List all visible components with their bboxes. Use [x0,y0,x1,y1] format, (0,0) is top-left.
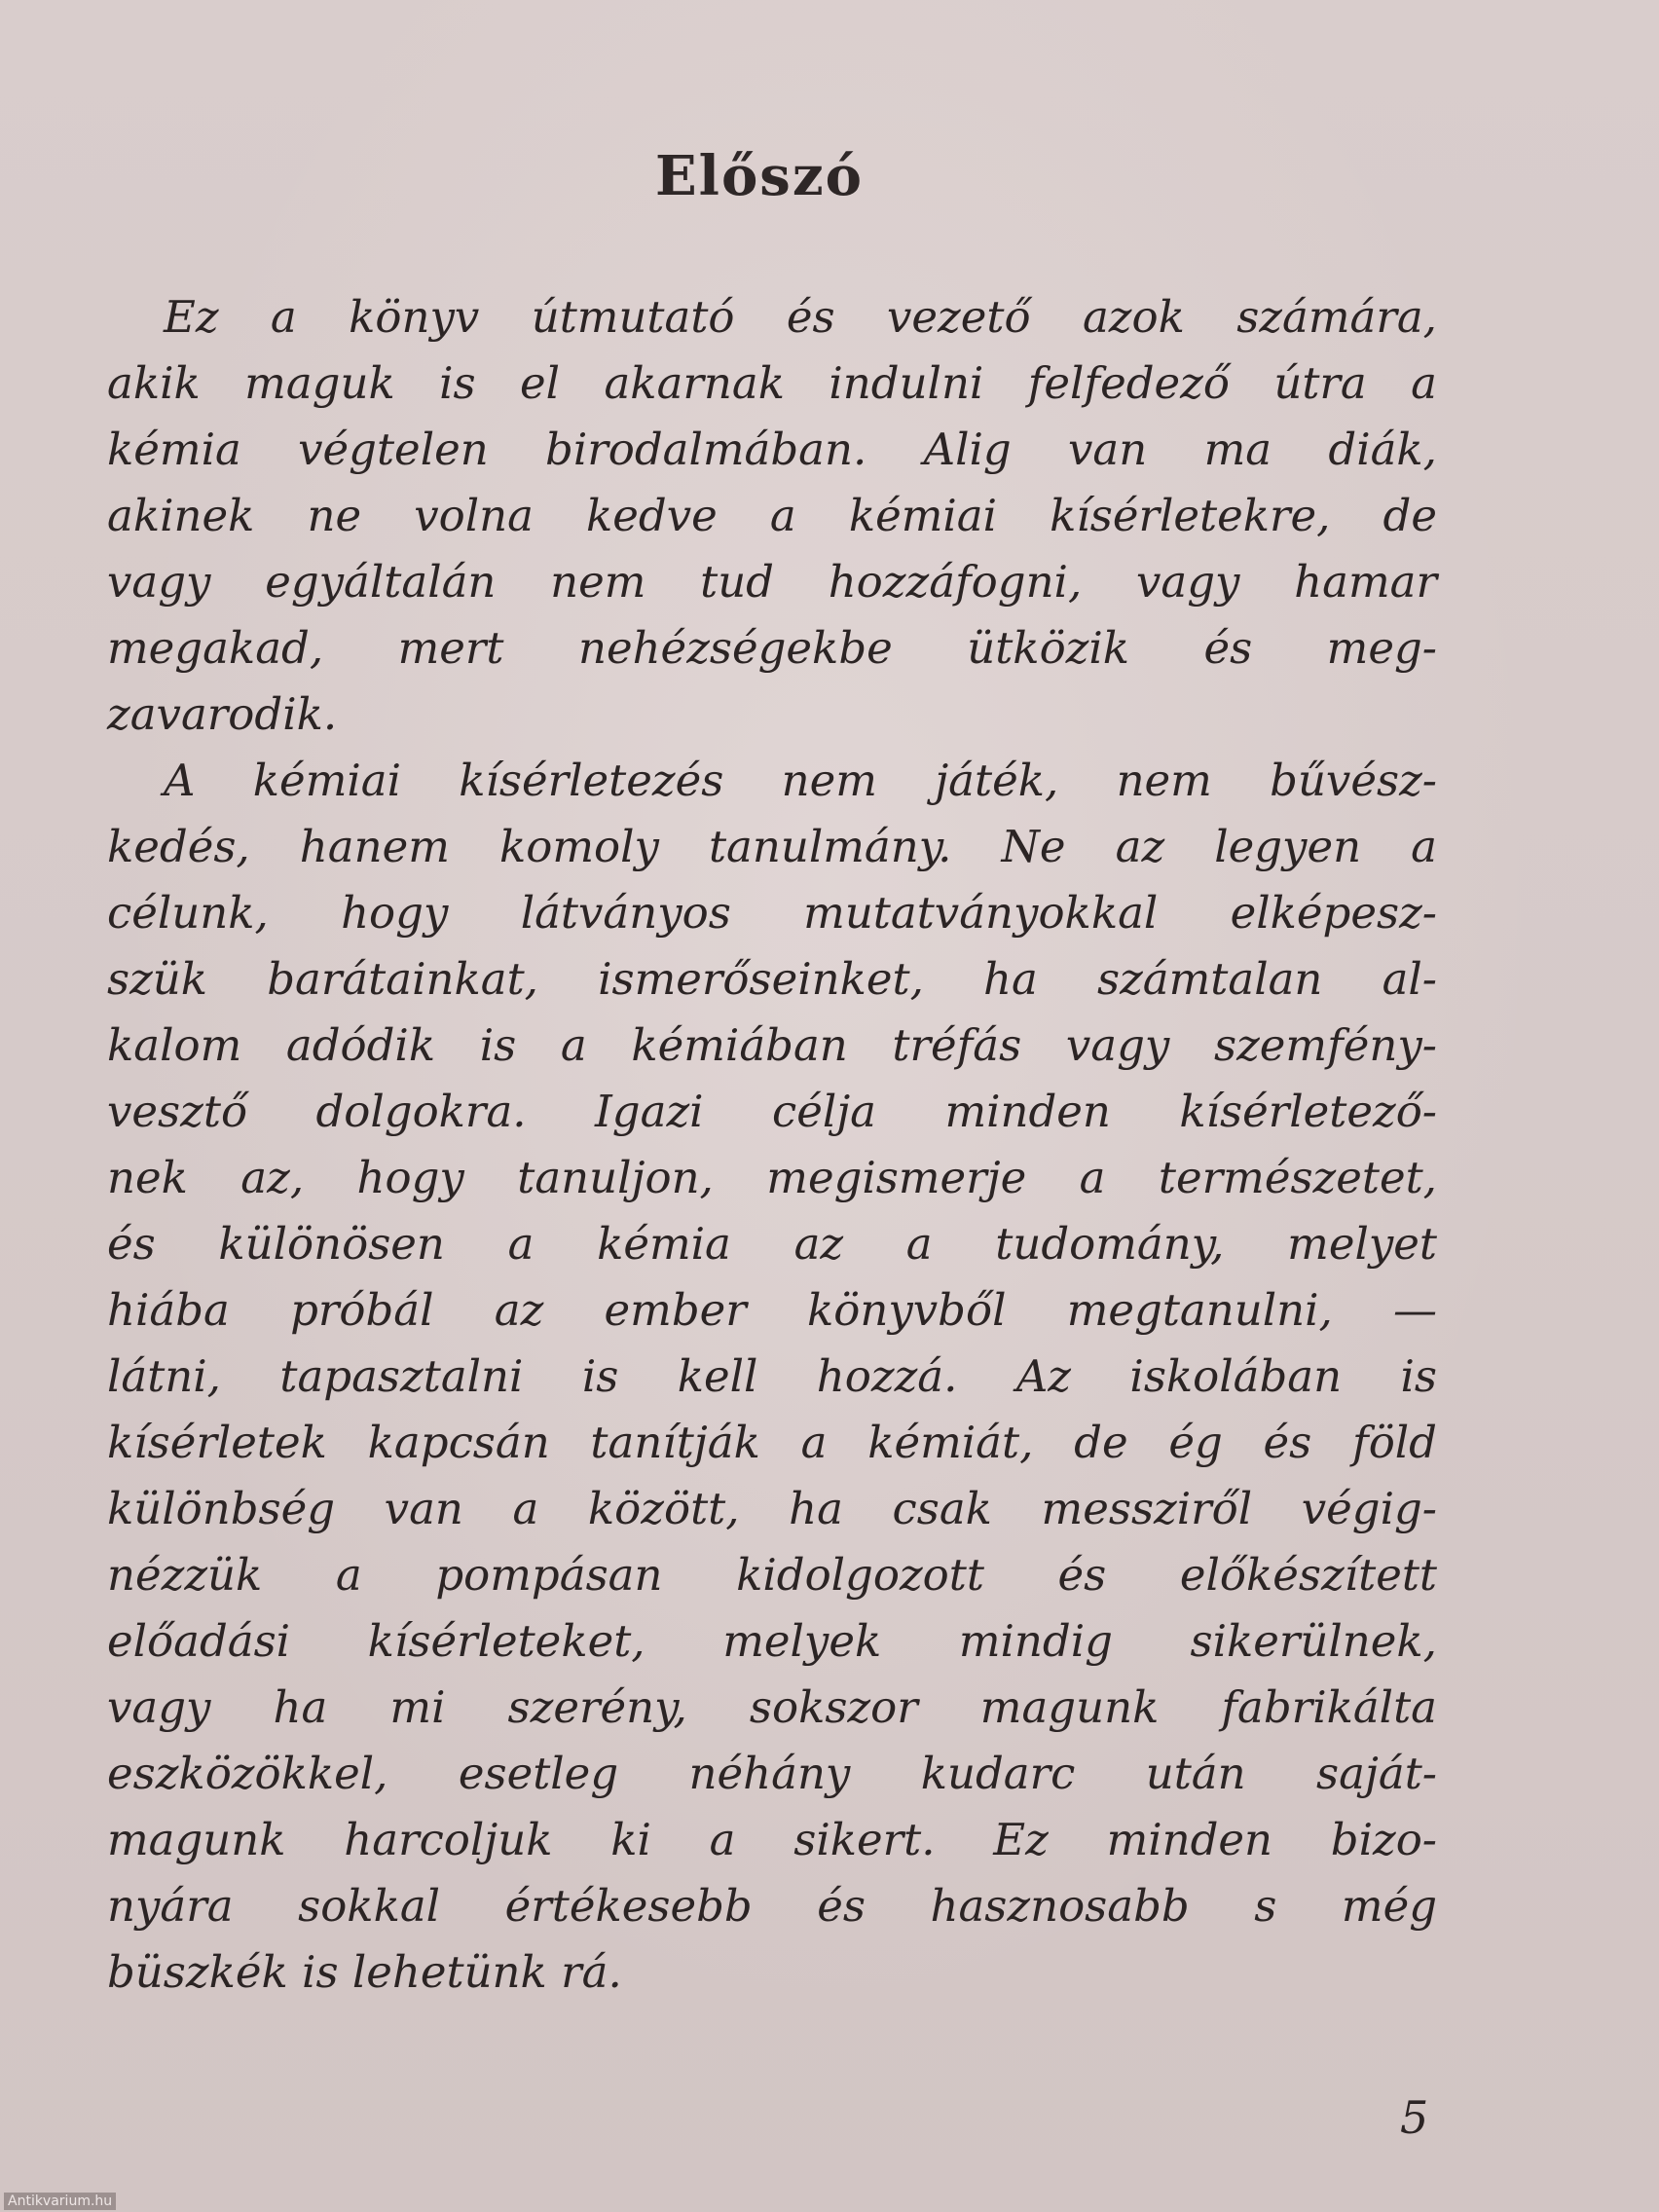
paragraph-2-line-15: vagy ha mi szerény, sokszor magunk fabrikálta [107,1681,1437,1733]
paragraph-1-line-5: vagy egyáltalán nem tud hozzáfogni, vagy hamar [107,556,1437,608]
paragraph-2-line-13: nézzük a pompásan kidolgozott és előkészített [107,1549,1437,1601]
paragraph-2-line-17: magunk harcoljuk ki a sikert. Ez minden bizo- [107,1814,1437,1865]
paragraph-2-line-11: kísérletek kapcsán tanítják a kémiát, de ég és föld [107,1417,1437,1468]
paragraph-2-line-14: előadási kísérleteket, melyek mindig sikerülnek, [107,1615,1437,1667]
paragraph-2-line-18: nyára sokkal értékesebb és hasznosabb s még [107,1880,1437,1932]
paragraph-2-line-1: A kémiai kísérletezés nem játék, nem bűvész- [164,755,1437,806]
paragraph-2-line-2: kedés, hanem komoly tanulmány. Ne az legyen a [107,821,1437,872]
paragraph-1-line-7: zavarodik. [107,688,338,740]
paragraph-2-line-16: eszközökkel, esetleg néhány kudarc után saját- [107,1748,1437,1799]
paragraph-2-line-8: és különösen a kémia az a tudomány, melyet [107,1218,1437,1270]
page-title: Előszó [655,144,864,208]
paragraph-2-line-19: büszkék is lehetünk rá. [107,1946,622,1998]
paragraph-2-line-12: különbség van a között, ha csak messziről végig- [107,1483,1437,1534]
paragraph-1-line-1: Ez a könyv útmutató és vezető azok számára, [164,291,1437,343]
paragraph-2-line-7: nek az, hogy tanuljon, megismerje a természetet, [107,1152,1437,1203]
paragraph-2-line-9: hiába próbál az ember könyvből megtanulni, — [107,1284,1437,1336]
paragraph-2-line-10: látni, tapasztalni is kell hozzá. Az iskolában is [107,1350,1437,1402]
paragraph-2-line-3: célunk, hogy látványos mutatványokkal elképesz- [107,887,1437,939]
paragraph-1-line-3: kémia végtelen birodalmában. Alig van ma diák, [107,424,1437,475]
paragraph-1-line-6: megakad, mert nehézségekbe ütközik és meg- [107,622,1437,674]
body-text [107,284,1437,2006]
paragraph-2-line-6: vesztő dolgokra. Igazi célja minden kísérletező- [107,1086,1437,1137]
paragraph-1-line-2: akik maguk is el akarnak indulni felfedező útra a [107,357,1437,409]
paragraph-1-line-4: akinek ne volna kedve a kémiai kísérletekre, de [107,490,1437,541]
page-number: 5 [1400,2091,1429,2144]
watermark: Antikvarium.hu [4,2193,116,2210]
paragraph-2-line-5: kalom adódik is a kémiában tréfás vagy szemfény- [107,1019,1437,1071]
paragraph-2-line-4: szük barátainkat, ismerőseinket, ha számtalan al- [107,953,1437,1005]
